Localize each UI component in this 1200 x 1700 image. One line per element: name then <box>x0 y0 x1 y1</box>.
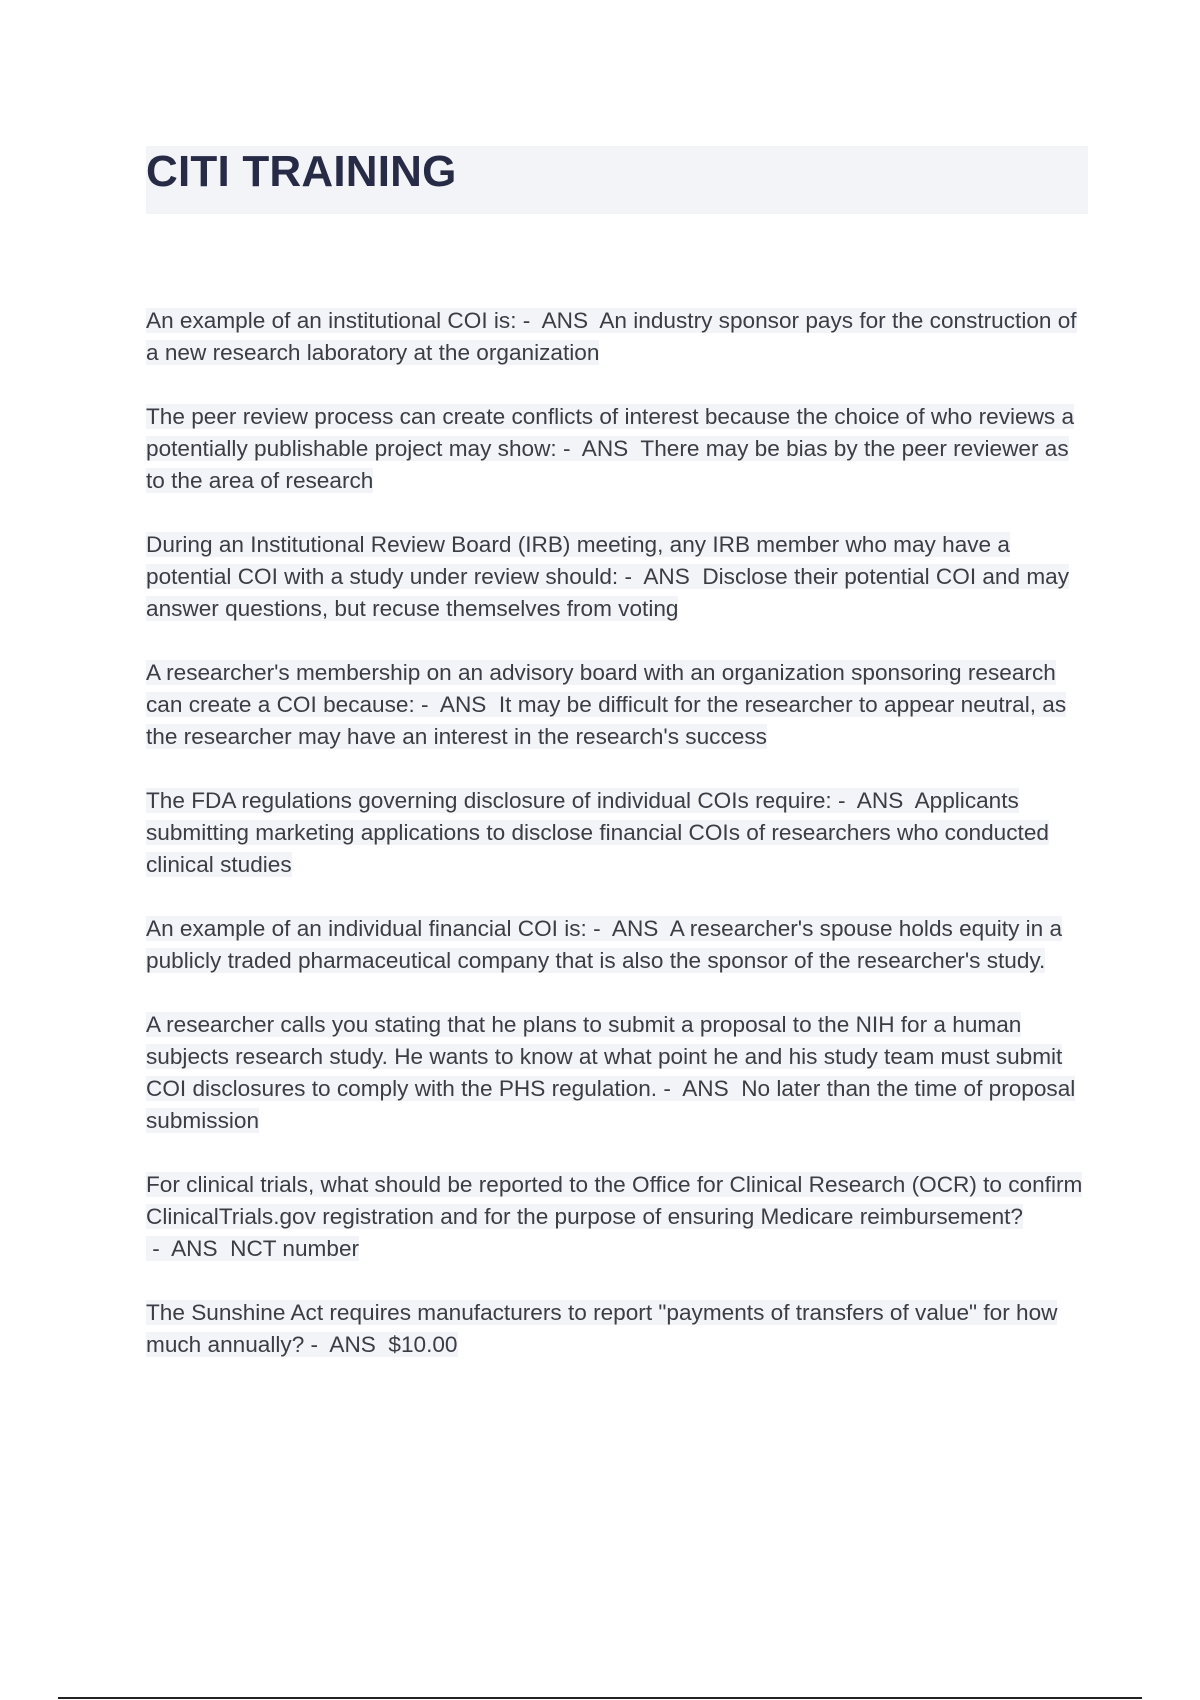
answer-text: Applicants submitting marketing applications to disclose financial COIs of researchers who conducted clinical studies <box>146 788 1049 877</box>
qa-item <box>146 657 1092 753</box>
qa-item <box>146 913 1092 977</box>
answer-marker: - ANS <box>586 916 670 941</box>
answer-text: No later than the time of proposal submission <box>146 1076 1076 1133</box>
answer-marker: - ANS <box>516 308 600 333</box>
answer-text: NCT number <box>230 1236 360 1261</box>
question-text: An example of an institutional COI is: <box>146 308 517 333</box>
question-text: The FDA regulations governing disclosure of individual COIs require: <box>146 788 832 813</box>
question-text: The peer review process can create conflicts of interest because the choice of who reviews a potentially publishable project may show: <box>146 404 1075 461</box>
question-text: A researcher's membership on an advisory board with an organization sponsoring research can create a COI because: <box>146 660 1056 717</box>
answer-text: Disclose their potential COI and may answer questions, but recuse themselves from voting <box>146 564 1070 621</box>
answer-marker: - ANS <box>831 788 915 813</box>
answer-marker: - ANS <box>304 1332 389 1357</box>
qa-item <box>146 1297 1092 1361</box>
answer-marker: - ANS <box>618 564 703 589</box>
answer-marker: - ANS <box>146 1236 231 1261</box>
answer-text: There may be bias by the peer reviewer as to the area of research <box>146 436 1069 493</box>
answer-text: $10.00 <box>388 1332 458 1357</box>
answer-marker: - ANS <box>657 1076 742 1101</box>
answer-text: A researcher's spouse holds equity in a publicly traded pharmaceutical company that is also the sponsor of the researcher's study. <box>146 916 1063 973</box>
question-text: For clinical trials, what should be reported to the Office for Clinical Research (OCR) to confirm ClinicalTrials.gov registration and for the purpose of ensuring Medicare reimbursement? <box>146 1172 1083 1229</box>
qa-list <box>146 305 1092 1393</box>
footer-divider <box>58 1697 1142 1699</box>
qa-item <box>146 1009 1092 1137</box>
qa-item <box>146 305 1092 369</box>
question-text: An example of an individual financial COI is: <box>146 916 587 941</box>
qa-item <box>146 401 1092 497</box>
question-text: During an Institutional Review Board (IRB) meeting, any IRB member who may have a potential COI with a study under review should: <box>146 532 1010 589</box>
document-title: CITI TRAINING <box>146 147 457 196</box>
answer-marker: - ANS <box>414 692 499 717</box>
answer-text: An industry sponsor pays for the construction of a new research laboratory at the organization <box>146 308 1077 365</box>
qa-item <box>146 785 1092 881</box>
answer-marker: - ANS <box>556 436 641 461</box>
qa-item <box>146 1169 1092 1265</box>
qa-item <box>146 529 1092 625</box>
question-text: The Sunshine Act requires manufacturers to report "payments of transfers of value" for how much annually? <box>146 1300 1058 1357</box>
question-text: A researcher calls you stating that he plans to submit a proposal to the NIH for a human subjects research study. He wants to know at what point he and his study team must submit COI disclosures to comply with the PHS regulation. <box>146 1012 1063 1101</box>
answer-text: It may be difficult for the researcher to appear neutral, as the researcher may have an interest in the research's success <box>146 692 1067 749</box>
